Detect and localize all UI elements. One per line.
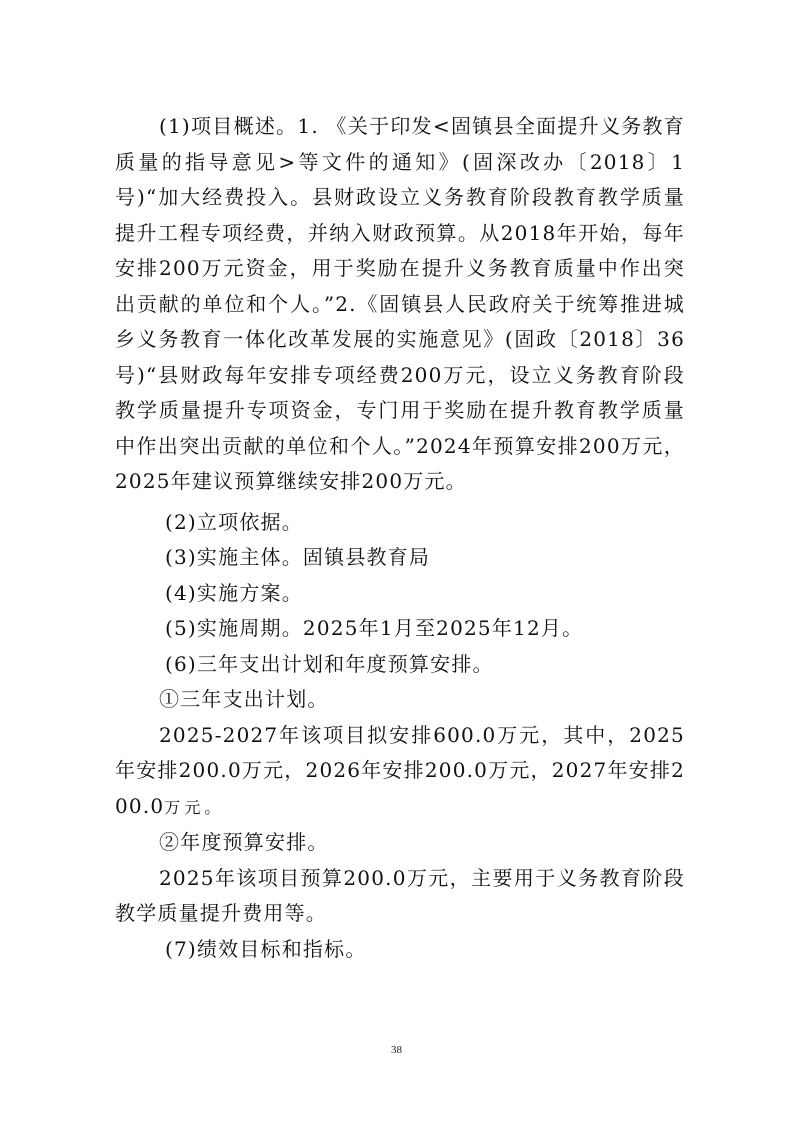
budget-arrangement-heading: (6)三年支出计划和年度预算安排。 <box>165 651 494 676</box>
three-year-plan-unit: 万元。 <box>164 797 225 817</box>
implementing-subject-line: (3)实施主体。固镇县教育局 <box>165 545 431 569</box>
annual-budget-heading: ②年度预算安排。 <box>159 830 329 854</box>
annual-budget-paragraph: 2025年该项目预算200.0万元，主要用于义务教育阶段教学质量提升费用等。 <box>115 865 685 925</box>
project-overview-paragraph: (1)项目概述。1. 《关于印发<固镇县全面提升义务教育质量的指导意见>等文件的通知》(固深改办〔2018〕1号)“加大经费投入。县财政设立义务教育阶段教育教学质量提升工程专项经费，并纳入财政预算。从2018年开始，每年安排200万元资金，用于奖励在提升义务教育质量中作出突出贡献的单位和个人。”2.《固镇县人民政府关于统筹推进城乡义务教育一体化改革发展的实施意见》(固政〔2018〕36号)“县财政每年安排专项经费200万元，设立义务教育阶段教学质量提升专项资金，专门用于奖励在提升教育教学质量中作出突出贡献的单位和个人。”2024年预算安排200万元，2025年建议预算继续安排200万元。 <box>115 114 685 493</box>
page-number: 38 <box>391 1044 402 1056</box>
three-year-plan-heading: ①三年支出计划。 <box>159 687 329 711</box>
three-year-plan-paragraph <box>115 718 685 826</box>
project-basis-heading: (2)立项依据。 <box>165 509 303 534</box>
three-year-plan-text: 2025-2027年该项目拟安排600.0万元，其中，2025年安排200.0万元，2026年安排200.0万元，2027年安排200.0 <box>115 722 685 818</box>
document-body <box>115 109 685 967</box>
performance-goals-heading: (7)绩效目标和指标。 <box>165 936 367 961</box>
implementation-period-line: (5)实施周期。2025年1月至2025年12月。 <box>165 616 584 640</box>
implementation-plan-heading: (4)实施方案。 <box>165 580 303 605</box>
